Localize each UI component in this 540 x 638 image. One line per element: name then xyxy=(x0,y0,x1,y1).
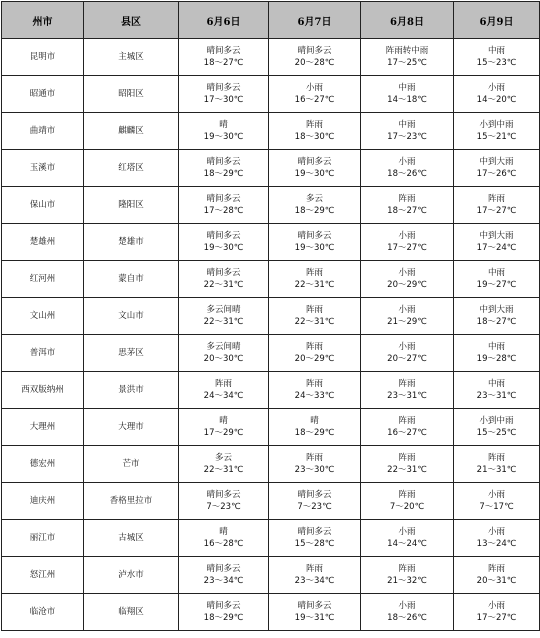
temperature-range: 13～24℃ xyxy=(476,539,517,549)
weather-text: 小雨 xyxy=(398,342,416,352)
weather-text: 小雨 xyxy=(398,601,416,611)
cell-xianqu: 楚雄市 xyxy=(84,224,179,261)
cell-forecast xyxy=(179,557,269,594)
cell-forecast xyxy=(361,298,454,335)
table-row xyxy=(2,187,540,224)
cell-zhoushi: 文山州 xyxy=(2,298,84,335)
temperature-range: 17～24℃ xyxy=(476,243,517,253)
weather-text: 小到中雨 xyxy=(479,416,514,426)
temperature-range: 14～20℃ xyxy=(476,95,517,105)
cell-forecast xyxy=(361,409,454,446)
cell-forecast xyxy=(361,150,454,187)
cell-forecast xyxy=(454,483,540,520)
weather-text: 晴间多云 xyxy=(206,564,241,574)
weather-text: 中雨 xyxy=(487,379,505,389)
temperature-range: 19～30℃ xyxy=(203,243,244,253)
weather-text: 阵雨 xyxy=(305,305,323,315)
temperature-range: 22～31℃ xyxy=(387,465,427,475)
cell-zhoushi: 迪庆州 xyxy=(2,483,84,520)
cell-forecast xyxy=(179,520,269,557)
cell-forecast xyxy=(454,261,540,298)
temperature-range: 21～31℃ xyxy=(476,465,517,475)
temperature-range: 23～34℃ xyxy=(203,576,244,586)
cell-forecast xyxy=(269,446,361,483)
cell-forecast xyxy=(269,409,361,446)
temperature-range: 23～34℃ xyxy=(294,576,335,586)
cell-zhoushi: 曲靖市 xyxy=(2,113,84,150)
table-row xyxy=(2,594,540,631)
temperature-range: 19～31℃ xyxy=(294,613,335,623)
cell-xianqu: 古城区 xyxy=(84,520,179,557)
cell-forecast xyxy=(454,335,540,372)
temperature-range: 22～31℃ xyxy=(294,317,335,327)
temperature-range: 18～29℃ xyxy=(203,169,244,179)
weather-text: 中雨 xyxy=(398,83,416,93)
table-row xyxy=(2,298,540,335)
temperature-range: 17～23℃ xyxy=(387,132,427,142)
weather-text: 阵雨 xyxy=(398,453,416,463)
cell-forecast xyxy=(454,446,540,483)
temperature-range: 20～27℃ xyxy=(387,354,427,364)
weather-text: 小雨 xyxy=(398,305,416,315)
temperature-range: 22～31℃ xyxy=(203,280,244,290)
weather-text: 小雨 xyxy=(487,527,505,537)
cell-xianqu: 芒市 xyxy=(84,446,179,483)
cell-forecast xyxy=(454,520,540,557)
temperature-range: 18～26℃ xyxy=(387,613,427,623)
cell-zhoushi: 普洱市 xyxy=(2,335,84,372)
weather-text: 阵雨 xyxy=(214,379,232,389)
weather-text: 小到中雨 xyxy=(479,120,514,130)
temperature-range: 16～27℃ xyxy=(294,95,335,105)
weather-text: 多云间晴 xyxy=(206,305,241,315)
weather-text: 阵雨 xyxy=(305,379,323,389)
temperature-range: 18～27℃ xyxy=(476,317,517,327)
weather-text: 阵雨 xyxy=(305,268,323,278)
temperature-range: 18～29℃ xyxy=(203,613,244,623)
header-row xyxy=(2,2,540,39)
table-row xyxy=(2,261,540,298)
weather-text: 阵雨 xyxy=(487,564,505,574)
header-date-1: 6月6日 xyxy=(179,2,269,39)
temperature-range: 19～28℃ xyxy=(476,354,517,364)
temperature-range: 24～33℃ xyxy=(294,391,335,401)
temperature-range: 23～31℃ xyxy=(476,391,517,401)
cell-forecast xyxy=(179,594,269,631)
weather-text: 小雨 xyxy=(487,601,505,611)
temperature-range: 18～27℃ xyxy=(203,58,244,68)
weather-text: 晴间多云 xyxy=(206,231,241,241)
temperature-range: 18～29℃ xyxy=(294,428,335,438)
weather-text: 中到大雨 xyxy=(479,157,514,167)
temperature-range: 22～31℃ xyxy=(294,280,335,290)
temperature-range: 18～30℃ xyxy=(294,132,335,142)
weather-text: 阵雨 xyxy=(398,194,416,204)
cell-zhoushi: 西双版纳州 xyxy=(2,372,84,409)
cell-forecast xyxy=(269,298,361,335)
cell-forecast xyxy=(269,224,361,261)
temperature-range: 16～28℃ xyxy=(203,539,244,549)
weather-text: 中雨 xyxy=(487,46,505,56)
weather-text: 阵雨 xyxy=(305,564,323,574)
weather-text: 阵雨 xyxy=(398,379,416,389)
weather-text: 小雨 xyxy=(398,157,416,167)
temperature-range: 19～27℃ xyxy=(476,280,517,290)
table-row xyxy=(2,113,540,150)
temperature-range: 19～30℃ xyxy=(294,243,335,253)
cell-forecast xyxy=(179,76,269,113)
weather-text: 多云间晴 xyxy=(206,342,241,352)
weather-text: 小雨 xyxy=(398,231,416,241)
cell-zhoushi: 红河州 xyxy=(2,261,84,298)
cell-zhoushi: 昆明市 xyxy=(2,39,84,76)
cell-forecast xyxy=(454,113,540,150)
weather-text: 中雨 xyxy=(487,342,505,352)
cell-xianqu: 香格里拉市 xyxy=(84,483,179,520)
cell-forecast xyxy=(269,150,361,187)
temperature-range: 21～29℃ xyxy=(387,317,427,327)
cell-forecast xyxy=(361,557,454,594)
temperature-range: 7～17℃ xyxy=(479,502,514,512)
temperature-range: 17～29℃ xyxy=(203,428,244,438)
cell-xianqu: 主城区 xyxy=(84,39,179,76)
table-row xyxy=(2,335,540,372)
temperature-range: 18～27℃ xyxy=(387,206,427,216)
weather-text: 晴间多云 xyxy=(206,194,241,204)
temperature-range: 20～31℃ xyxy=(476,576,517,586)
temperature-range: 17～27℃ xyxy=(387,243,427,253)
cell-forecast xyxy=(269,187,361,224)
header-date-3: 6月8日 xyxy=(361,2,454,39)
cell-xianqu: 泸水市 xyxy=(84,557,179,594)
cell-zhoushi: 临沧市 xyxy=(2,594,84,631)
cell-forecast xyxy=(179,335,269,372)
cell-forecast xyxy=(269,335,361,372)
cell-forecast xyxy=(454,372,540,409)
cell-forecast xyxy=(179,224,269,261)
cell-forecast xyxy=(361,372,454,409)
cell-forecast xyxy=(269,520,361,557)
cell-forecast xyxy=(269,483,361,520)
temperature-range: 17～26℃ xyxy=(476,169,517,179)
weather-text: 晴 xyxy=(219,416,228,426)
temperature-range: 20～30℃ xyxy=(203,354,244,364)
temperature-range: 16～27℃ xyxy=(387,428,427,438)
temperature-range: 19～30℃ xyxy=(294,169,335,179)
weather-text: 阵雨 xyxy=(398,416,416,426)
cell-forecast xyxy=(361,224,454,261)
cell-forecast xyxy=(361,520,454,557)
cell-forecast xyxy=(361,261,454,298)
weather-text: 晴 xyxy=(310,416,319,426)
weather-text: 晴间多云 xyxy=(206,157,241,167)
table-row xyxy=(2,372,540,409)
temperature-range: 22～31℃ xyxy=(203,317,244,327)
cell-xianqu: 麒麟区 xyxy=(84,113,179,150)
table-row xyxy=(2,483,540,520)
temperature-range: 22～31℃ xyxy=(203,465,244,475)
weather-text: 小雨 xyxy=(305,83,323,93)
cell-forecast xyxy=(361,76,454,113)
cell-forecast xyxy=(179,298,269,335)
cell-forecast xyxy=(454,557,540,594)
weather-text: 多云 xyxy=(214,453,232,463)
temperature-range: 15～21℃ xyxy=(476,132,517,142)
cell-forecast xyxy=(179,261,269,298)
cell-forecast xyxy=(361,187,454,224)
temperature-range: 15～23℃ xyxy=(476,58,517,68)
weather-text: 中到大雨 xyxy=(479,305,514,315)
temperature-range: 21～32℃ xyxy=(387,576,427,586)
cell-forecast xyxy=(454,224,540,261)
cell-forecast xyxy=(179,446,269,483)
cell-forecast xyxy=(269,372,361,409)
weather-text: 晴间多云 xyxy=(297,490,332,500)
cell-xianqu: 隆阳区 xyxy=(84,187,179,224)
temperature-range: 24～34℃ xyxy=(203,391,244,401)
table-row xyxy=(2,150,540,187)
header-date-4: 6月9日 xyxy=(454,2,540,39)
temperature-range: 17～28℃ xyxy=(203,206,244,216)
cell-forecast xyxy=(269,557,361,594)
table-row xyxy=(2,39,540,76)
cell-zhoushi: 昭通市 xyxy=(2,76,84,113)
cell-zhoushi: 怒江州 xyxy=(2,557,84,594)
cell-forecast xyxy=(454,409,540,446)
header-zhoushi: 州市 xyxy=(2,2,84,39)
weather-text: 小雨 xyxy=(398,527,416,537)
temperature-range: 17～30℃ xyxy=(203,95,244,105)
temperature-range: 17～27℃ xyxy=(476,613,517,623)
weather-text: 中雨 xyxy=(487,268,505,278)
cell-forecast xyxy=(179,409,269,446)
weather-text: 中到大雨 xyxy=(479,231,514,241)
temperature-range: 20～29℃ xyxy=(387,280,427,290)
temperature-range: 20～29℃ xyxy=(294,354,335,364)
cell-forecast xyxy=(454,76,540,113)
weather-text: 小雨 xyxy=(487,490,505,500)
cell-forecast xyxy=(269,76,361,113)
cell-forecast xyxy=(361,39,454,76)
weather-text: 阵雨 xyxy=(305,342,323,352)
cell-xianqu: 昭阳区 xyxy=(84,76,179,113)
header-date-2: 6月7日 xyxy=(269,2,361,39)
cell-forecast xyxy=(361,446,454,483)
weather-text: 阵雨 xyxy=(487,194,505,204)
table-row xyxy=(2,520,540,557)
temperature-range: 14～24℃ xyxy=(387,539,427,549)
weather-text: 晴间多云 xyxy=(297,46,332,56)
temperature-range: 19～30℃ xyxy=(203,132,244,142)
cell-xianqu: 大理市 xyxy=(84,409,179,446)
cell-forecast xyxy=(361,483,454,520)
cell-forecast xyxy=(361,594,454,631)
temperature-range: 18～26℃ xyxy=(387,169,427,179)
weather-text: 阵雨 xyxy=(305,120,323,130)
temperature-range: 14～18℃ xyxy=(387,95,427,105)
table-row xyxy=(2,557,540,594)
weather-text: 阵雨转中雨 xyxy=(385,46,429,56)
temperature-range: 15～28℃ xyxy=(294,539,335,549)
weather-text: 晴间多云 xyxy=(206,46,241,56)
table-row xyxy=(2,224,540,261)
cell-forecast xyxy=(179,372,269,409)
header-xianqu: 县区 xyxy=(84,2,179,39)
table-row xyxy=(2,446,540,483)
weather-text: 晴 xyxy=(219,527,228,537)
weather-text: 晴间多云 xyxy=(297,157,332,167)
weather-text: 晴 xyxy=(219,120,228,130)
temperature-range: 7～23℃ xyxy=(297,502,332,512)
cell-forecast xyxy=(179,39,269,76)
temperature-range: 17～27℃ xyxy=(476,206,517,216)
weather-text: 中雨 xyxy=(398,120,416,130)
cell-forecast xyxy=(361,113,454,150)
weather-text: 阵雨 xyxy=(305,453,323,463)
weather-text: 晴间多云 xyxy=(297,527,332,537)
weather-text: 晴间多云 xyxy=(206,601,241,611)
cell-forecast xyxy=(454,298,540,335)
weather-forecast-table xyxy=(1,1,540,631)
table-row xyxy=(2,409,540,446)
cell-forecast xyxy=(454,150,540,187)
cell-zhoushi: 大理州 xyxy=(2,409,84,446)
cell-zhoushi: 玉溪市 xyxy=(2,150,84,187)
cell-xianqu: 临翔区 xyxy=(84,594,179,631)
weather-text: 晴间多云 xyxy=(206,268,241,278)
weather-text: 晴间多云 xyxy=(206,490,241,500)
weather-text: 多云 xyxy=(305,194,323,204)
cell-forecast xyxy=(454,39,540,76)
temperature-range: 18～29℃ xyxy=(294,206,335,216)
temperature-range: 15～25℃ xyxy=(476,428,517,438)
table-row xyxy=(2,76,540,113)
cell-xianqu: 蒙自市 xyxy=(84,261,179,298)
cell-forecast xyxy=(179,187,269,224)
cell-xianqu: 景洪市 xyxy=(84,372,179,409)
cell-forecast xyxy=(179,150,269,187)
cell-xianqu: 思茅区 xyxy=(84,335,179,372)
cell-forecast xyxy=(454,187,540,224)
weather-text: 小雨 xyxy=(398,268,416,278)
temperature-range: 7～20℃ xyxy=(389,502,425,512)
temperature-range: 7～23℃ xyxy=(206,502,241,512)
temperature-range: 23～30℃ xyxy=(294,465,335,475)
cell-zhoushi: 保山市 xyxy=(2,187,84,224)
weather-text: 晴间多云 xyxy=(206,83,241,93)
weather-text: 晴间多云 xyxy=(297,231,332,241)
temperature-range: 17～25℃ xyxy=(387,58,427,68)
temperature-range: 20～28℃ xyxy=(294,58,335,68)
cell-zhoushi: 丽江市 xyxy=(2,520,84,557)
weather-text: 小雨 xyxy=(487,83,505,93)
weather-text: 阵雨 xyxy=(398,564,416,574)
cell-zhoushi: 楚雄州 xyxy=(2,224,84,261)
cell-forecast xyxy=(361,335,454,372)
weather-text: 晴间多云 xyxy=(297,601,332,611)
cell-forecast xyxy=(269,39,361,76)
temperature-range: 23～31℃ xyxy=(387,391,427,401)
table-body xyxy=(2,39,540,631)
cell-forecast xyxy=(269,113,361,150)
cell-forecast xyxy=(454,594,540,631)
cell-zhoushi: 德宏州 xyxy=(2,446,84,483)
cell-forecast xyxy=(269,594,361,631)
weather-text: 阵雨 xyxy=(487,453,505,463)
weather-text: 阵雨 xyxy=(398,490,416,500)
cell-xianqu: 红塔区 xyxy=(84,150,179,187)
cell-forecast xyxy=(179,483,269,520)
cell-xianqu: 文山市 xyxy=(84,298,179,335)
cell-forecast xyxy=(269,261,361,298)
cell-forecast xyxy=(179,113,269,150)
